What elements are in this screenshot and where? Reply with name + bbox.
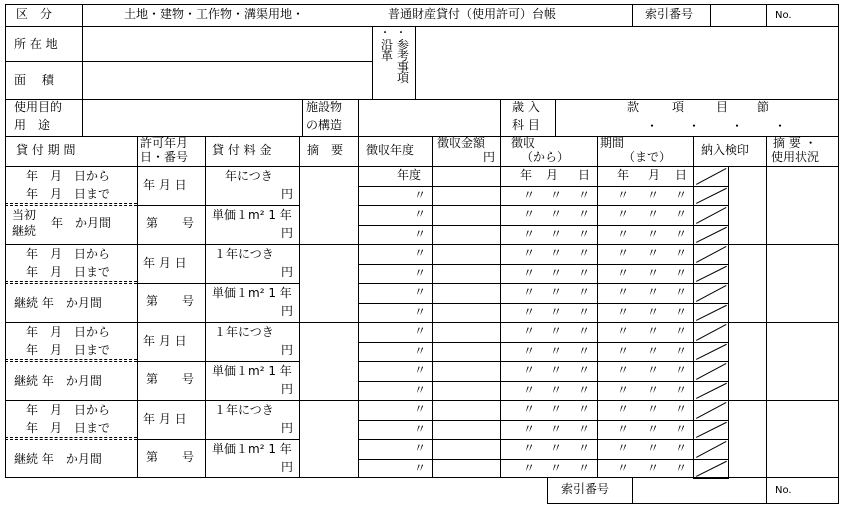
from-day-ditto: 〃 xyxy=(578,285,591,299)
fiscal-year-ditto: 〃 xyxy=(414,441,427,455)
fiscal-year-ditto: 〃 xyxy=(414,422,427,436)
from-month-ditto: 〃 xyxy=(550,441,563,455)
budget-dot-3: ・ xyxy=(731,119,744,133)
rule-line xyxy=(766,4,767,27)
fee-per-year: １年につき xyxy=(214,403,274,417)
inspection-slash xyxy=(696,383,726,399)
to-year-ditto: 〃 xyxy=(617,344,630,358)
to-year-ditto: 〃 xyxy=(617,383,630,397)
from-month-ditto: 〃 xyxy=(550,422,563,436)
inspection-slash xyxy=(696,266,726,282)
frame-right xyxy=(838,4,839,478)
rule-line xyxy=(358,186,694,187)
fee-per-year: １年につき xyxy=(214,247,274,261)
fee-per-year: １年につき xyxy=(214,325,274,339)
period-dashed-line xyxy=(5,361,137,362)
permit-number: 第 号 xyxy=(146,216,195,230)
title-land-types: 土地・建物・工作物・溝渠用地・ xyxy=(124,7,305,21)
from-month-ditto: 〃 xyxy=(550,266,563,280)
collection-period-header: 期間 xyxy=(600,136,625,150)
header-bottom xyxy=(5,26,839,27)
fiscal-year-header: 徴収年度 xyxy=(366,143,415,157)
to-day: 日 xyxy=(675,168,688,182)
inspection-slash xyxy=(696,305,726,321)
from-year-ditto: 〃 xyxy=(523,422,536,436)
to-month-ditto: 〃 xyxy=(647,422,660,436)
from-day-ditto: 〃 xyxy=(578,246,591,260)
period-header: 貸 付 期 間 xyxy=(16,143,76,157)
from-day-ditto: 〃 xyxy=(578,441,591,455)
period-from: 年 月 日から xyxy=(26,169,111,183)
footer-bottom xyxy=(547,503,839,504)
budget-dot-1: ・ xyxy=(646,119,659,133)
area-label: 面 積 xyxy=(14,73,54,87)
from-year-ditto: 〃 xyxy=(523,363,536,377)
from-month-ditto: 〃 xyxy=(550,324,563,338)
to-day-ditto: 〃 xyxy=(675,324,688,338)
period-to: 年 月 日まで xyxy=(26,421,111,435)
fee-unit-yen: 円 xyxy=(281,304,294,318)
from-day-ditto: 〃 xyxy=(578,188,591,202)
from-year: 年 xyxy=(520,168,533,182)
budget-head-kou: 項 xyxy=(672,100,685,114)
fiscal-year-ditto: 〃 xyxy=(414,344,427,358)
rule-line xyxy=(358,439,694,440)
rule-line xyxy=(358,283,694,284)
rule-line xyxy=(5,400,839,401)
from-day: 日 xyxy=(578,168,591,182)
to-day-ditto: 〃 xyxy=(675,402,688,416)
from-day-ditto: 〃 xyxy=(578,461,591,475)
rule-line xyxy=(358,459,694,460)
period-dashed-line xyxy=(5,205,137,206)
to-year-ditto: 〃 xyxy=(617,246,630,260)
rule-line xyxy=(137,361,206,362)
rule-line xyxy=(358,99,359,137)
location-label: 所 在 地 xyxy=(14,37,58,51)
to-month-ditto: 〃 xyxy=(647,363,660,377)
renewal-term: 年 か月間 xyxy=(51,216,112,230)
permit-header-line1: 許可年月 xyxy=(140,136,189,150)
permit-date: 年 月 日 xyxy=(143,334,187,348)
period-dashed-line xyxy=(5,203,137,204)
renewal-initial: 当初 xyxy=(12,208,37,222)
to-year-ditto: 〃 xyxy=(617,285,630,299)
fee-header: 貸 付 料 金 xyxy=(212,143,272,157)
renewal-continued: 継続 xyxy=(12,224,37,238)
rule-line xyxy=(205,283,300,284)
from-year-ditto: 〃 xyxy=(523,305,536,319)
fiscal-year-ditto: 〃 xyxy=(414,402,427,416)
to-year-ditto: 〃 xyxy=(617,305,630,319)
period-from: 年 月 日から xyxy=(26,403,111,417)
remarks-header-line2: 使用状況 xyxy=(771,150,820,164)
to-month-ditto: 〃 xyxy=(647,305,660,319)
from-day-ditto: 〃 xyxy=(578,305,591,319)
to-year-ditto: 〃 xyxy=(617,266,630,280)
to-month-ditto: 〃 xyxy=(647,188,660,202)
from-year-ditto: 〃 xyxy=(523,266,536,280)
rule-line xyxy=(205,205,300,206)
to-day-ditto: 〃 xyxy=(675,461,688,475)
budget-head-kan: 款 xyxy=(627,100,640,114)
rule-line xyxy=(766,136,767,478)
rule-line xyxy=(838,477,839,504)
history-dot: ・ xyxy=(380,28,390,39)
to-year-ditto: 〃 xyxy=(617,402,630,416)
rule-line xyxy=(358,361,694,362)
period-from: 年 月 日から xyxy=(26,247,111,261)
from-day-ditto: 〃 xyxy=(578,227,591,241)
budget-dot-4: ・ xyxy=(774,119,787,133)
rule-line xyxy=(358,205,694,206)
frame-top xyxy=(5,4,839,5)
to-day-ditto: 〃 xyxy=(675,422,688,436)
permit-number: 第 号 xyxy=(146,450,195,464)
fiscal-year-ditto: 〃 xyxy=(414,324,427,338)
amount-yen: 円 xyxy=(483,150,496,164)
rule-line xyxy=(555,99,556,137)
inspection-slash xyxy=(696,227,726,243)
rule-line xyxy=(358,136,359,478)
from-day-ditto: 〃 xyxy=(578,363,591,377)
period-dashed-line xyxy=(5,281,137,282)
rule-line xyxy=(710,4,711,27)
period-dashed-line xyxy=(5,437,137,438)
collection-to: （まで） xyxy=(623,150,672,164)
to-year-ditto: 〃 xyxy=(617,324,630,338)
rule-line xyxy=(5,244,839,245)
from-day-ditto: 〃 xyxy=(578,402,591,416)
rule-line xyxy=(693,420,729,421)
from-month: 月 xyxy=(546,168,559,182)
history-label: 沿革 xyxy=(381,38,394,63)
period-dashed-line xyxy=(5,359,137,360)
permit-date: 年 月 日 xyxy=(143,178,187,192)
number-label: No. xyxy=(775,10,792,21)
to-day-ditto: 〃 xyxy=(675,227,688,241)
inspection-slash xyxy=(696,285,726,302)
inspection-header: 納入検印 xyxy=(701,143,750,157)
rule-line xyxy=(500,136,501,478)
rule-line xyxy=(632,477,633,504)
fee-unit-price: 単価１m² 1 年 xyxy=(212,286,292,300)
to-month-ditto: 〃 xyxy=(647,324,660,338)
summary-header: 摘 要 xyxy=(307,143,344,157)
rule-line xyxy=(693,439,729,440)
to-day-ditto: 〃 xyxy=(675,441,688,455)
rule-line xyxy=(137,439,206,440)
rule-line xyxy=(5,99,839,100)
from-day-ditto: 〃 xyxy=(578,207,591,221)
from-day-ditto: 〃 xyxy=(578,383,591,397)
to-month-ditto: 〃 xyxy=(647,207,660,221)
rule-line xyxy=(358,381,694,382)
frame-left xyxy=(5,4,6,478)
rule-line xyxy=(358,420,694,421)
rule-line xyxy=(728,244,729,323)
rule-line xyxy=(693,361,729,362)
period-dashed-line xyxy=(5,439,137,440)
from-month-ditto: 〃 xyxy=(550,285,563,299)
from-day-ditto: 〃 xyxy=(578,422,591,436)
inspection-slash xyxy=(696,461,726,477)
ledger-title: 普通財産貸付（使用許可）台帳 xyxy=(388,7,557,21)
rule-line xyxy=(5,166,839,167)
from-year-ditto: 〃 xyxy=(523,285,536,299)
renewal-term: 継続 年 か月間 xyxy=(14,374,102,388)
to-year-ditto: 〃 xyxy=(617,422,630,436)
from-day-ditto: 〃 xyxy=(578,324,591,338)
inspection-slash xyxy=(696,168,726,185)
fee-unit-yen: 円 xyxy=(281,226,294,240)
budget-head-moku: 目 xyxy=(716,100,729,114)
rule-line xyxy=(137,136,138,478)
fee-unit-yen: 円 xyxy=(281,382,294,396)
fee-yen: 円 xyxy=(281,187,294,201)
to-day-ditto: 〃 xyxy=(675,285,688,299)
inspection-slash xyxy=(696,402,726,419)
rule-line xyxy=(728,166,729,245)
permit-number: 第 号 xyxy=(146,294,195,308)
purpose-label: 使用目的 xyxy=(14,100,63,114)
budget-head-setsu: 節 xyxy=(757,100,770,114)
fee-per-year: 年につき xyxy=(225,169,273,183)
budget-label: 歳 入 xyxy=(512,100,540,114)
to-day-ditto: 〃 xyxy=(675,305,688,319)
rule-line xyxy=(693,381,729,382)
footer-number-label: No. xyxy=(775,485,792,496)
period-to: 年 月 日まで xyxy=(26,265,111,279)
fiscal-year-ditto: 〃 xyxy=(414,188,427,202)
period-from: 年 月 日から xyxy=(26,325,111,339)
to-day-ditto: 〃 xyxy=(675,383,688,397)
kubun-label: 区 分 xyxy=(16,7,53,21)
rule-line xyxy=(693,342,729,343)
footer-index-number-label: 索引番号 xyxy=(561,482,610,496)
inspection-slash xyxy=(696,363,726,380)
fiscal-year-ditto: 〃 xyxy=(414,363,427,377)
fee-unit-price: 単価１m² 1 年 xyxy=(212,364,292,378)
rule-line xyxy=(5,61,373,62)
from-month-ditto: 〃 xyxy=(550,402,563,416)
inspection-slash xyxy=(696,441,726,458)
to-day-ditto: 〃 xyxy=(675,246,688,260)
rule-line xyxy=(358,264,694,265)
rule-line xyxy=(205,136,206,478)
from-month-ditto: 〃 xyxy=(550,461,563,475)
rule-line xyxy=(82,4,83,27)
rule-line xyxy=(82,26,83,100)
rule-line xyxy=(693,205,729,206)
to-month: 月 xyxy=(648,168,661,182)
from-year-ditto: 〃 xyxy=(523,461,536,475)
rule-line xyxy=(358,303,694,304)
fiscal-year-ditto: 〃 xyxy=(414,266,427,280)
period-to: 年 月 日まで xyxy=(26,187,111,201)
rule-line xyxy=(358,342,694,343)
rule-line xyxy=(137,283,206,284)
permit-header-line2: 日・番号 xyxy=(140,150,189,164)
rule-line xyxy=(547,477,548,504)
from-month-ditto: 〃 xyxy=(550,383,563,397)
rule-line xyxy=(5,136,839,137)
rule-line xyxy=(693,186,729,187)
inspection-slash xyxy=(696,188,726,204)
from-year-ditto: 〃 xyxy=(523,344,536,358)
fee-yen: 円 xyxy=(281,343,294,357)
to-day-ditto: 〃 xyxy=(675,266,688,280)
renewal-term: 継続 年 か月間 xyxy=(14,452,102,466)
fiscal-year-ditto: 〃 xyxy=(414,227,427,241)
to-year-ditto: 〃 xyxy=(617,461,630,475)
remarks-header-line1: 摘 要 ・ xyxy=(773,136,817,150)
budget-dot-2: ・ xyxy=(688,119,701,133)
fiscal-year-ditto: 〃 xyxy=(414,305,427,319)
from-year-ditto: 〃 xyxy=(523,441,536,455)
usage-label: 用 途 xyxy=(14,118,51,132)
rule-line xyxy=(766,477,767,504)
from-month-ditto: 〃 xyxy=(550,363,563,377)
budget-subject-label: 科 目 xyxy=(512,118,540,132)
inspection-slash xyxy=(696,246,726,263)
rule-line xyxy=(693,283,729,284)
rule-line xyxy=(82,99,83,137)
rule-line xyxy=(299,136,300,478)
from-year-ditto: 〃 xyxy=(523,207,536,221)
fiscal-year-ditto: 〃 xyxy=(414,246,427,260)
inspection-slash xyxy=(696,324,726,341)
from-year-ditto: 〃 xyxy=(523,246,536,260)
rule-line xyxy=(728,322,729,401)
fiscal-year-ditto: 〃 xyxy=(414,285,427,299)
rule-line xyxy=(302,99,303,137)
from-day-ditto: 〃 xyxy=(578,344,591,358)
fee-yen: 円 xyxy=(281,265,294,279)
inspection-slash xyxy=(696,207,726,224)
from-year-ditto: 〃 xyxy=(523,227,536,241)
fee-unit-yen: 円 xyxy=(281,460,294,474)
rule-line xyxy=(500,99,501,137)
fiscal-year-ditto: 〃 xyxy=(414,207,427,221)
rule-line xyxy=(597,136,598,478)
to-month-ditto: 〃 xyxy=(647,246,660,260)
fiscal-year-ditto: 〃 xyxy=(414,461,427,475)
to-month-ditto: 〃 xyxy=(647,441,660,455)
from-month-ditto: 〃 xyxy=(550,344,563,358)
to-month-ditto: 〃 xyxy=(647,227,660,241)
from-year-ditto: 〃 xyxy=(523,383,536,397)
from-year-ditto: 〃 xyxy=(523,402,536,416)
rule-line xyxy=(693,136,694,478)
from-year-ditto: 〃 xyxy=(523,324,536,338)
fiscal-year-ditto: 〃 xyxy=(414,383,427,397)
from-day-ditto: 〃 xyxy=(578,266,591,280)
facility-label: 施設物 xyxy=(306,100,343,114)
rule-line xyxy=(5,322,839,323)
to-day-ditto: 〃 xyxy=(675,207,688,221)
fiscal-year-cell: 年度 xyxy=(397,168,422,182)
collection-from: （から） xyxy=(521,150,570,164)
rule-line xyxy=(632,4,633,27)
rule-line xyxy=(358,225,694,226)
period-dashed-line xyxy=(5,283,137,284)
to-day-ditto: 〃 xyxy=(675,363,688,377)
fee-yen: 円 xyxy=(281,421,294,435)
to-year-ditto: 〃 xyxy=(617,441,630,455)
rule-line xyxy=(372,26,373,100)
period-to: 年 月 日まで xyxy=(26,343,111,357)
to-year-ditto: 〃 xyxy=(617,227,630,241)
rule-line xyxy=(432,136,433,478)
rule-line xyxy=(205,439,300,440)
to-year-ditto: 〃 xyxy=(617,207,630,221)
fee-unit-price: 単価１m² 1 年 xyxy=(212,208,292,222)
rule-line xyxy=(693,478,729,479)
from-month-ditto: 〃 xyxy=(550,246,563,260)
from-year-ditto: 〃 xyxy=(523,188,536,202)
to-month-ditto: 〃 xyxy=(647,383,660,397)
from-month-ditto: 〃 xyxy=(550,207,563,221)
rule-line xyxy=(693,225,729,226)
to-day-ditto: 〃 xyxy=(675,188,688,202)
inspection-slash xyxy=(696,422,726,438)
to-year-ditto: 〃 xyxy=(617,363,630,377)
rule-line xyxy=(728,400,729,479)
to-month-ditto: 〃 xyxy=(647,402,660,416)
to-year: 年 xyxy=(617,168,630,182)
reference-dot: ・ xyxy=(396,28,406,39)
from-month-ditto: 〃 xyxy=(550,227,563,241)
rule-line xyxy=(693,459,729,460)
rule-line xyxy=(693,264,729,265)
rule-line xyxy=(205,361,300,362)
permit-date: 年 月 日 xyxy=(143,256,187,270)
rule-line xyxy=(693,303,729,304)
to-day-ditto: 〃 xyxy=(675,344,688,358)
to-month-ditto: 〃 xyxy=(647,461,660,475)
inspection-slash xyxy=(696,344,726,360)
collection-header: 徴収 xyxy=(511,136,536,150)
to-year-ditto: 〃 xyxy=(617,188,630,202)
from-month-ditto: 〃 xyxy=(550,305,563,319)
from-month-ditto: 〃 xyxy=(550,188,563,202)
to-month-ditto: 〃 xyxy=(647,285,660,299)
rule-line xyxy=(137,205,206,206)
amount-header: 徴収金額 xyxy=(437,136,486,150)
to-month-ditto: 〃 xyxy=(647,344,660,358)
reference-items-label: 参考事項 xyxy=(397,38,410,85)
renewal-term: 継続 年 か月間 xyxy=(14,296,102,310)
index-number-label: 索引番号 xyxy=(645,7,694,21)
to-month-ditto: 〃 xyxy=(647,266,660,280)
permit-date: 年 月 日 xyxy=(143,412,187,426)
permit-number: 第 号 xyxy=(146,372,195,386)
rule-line xyxy=(415,26,416,100)
fee-unit-price: 単価１m² 1 年 xyxy=(212,442,292,456)
facility-structure-label: の構造 xyxy=(306,118,343,132)
